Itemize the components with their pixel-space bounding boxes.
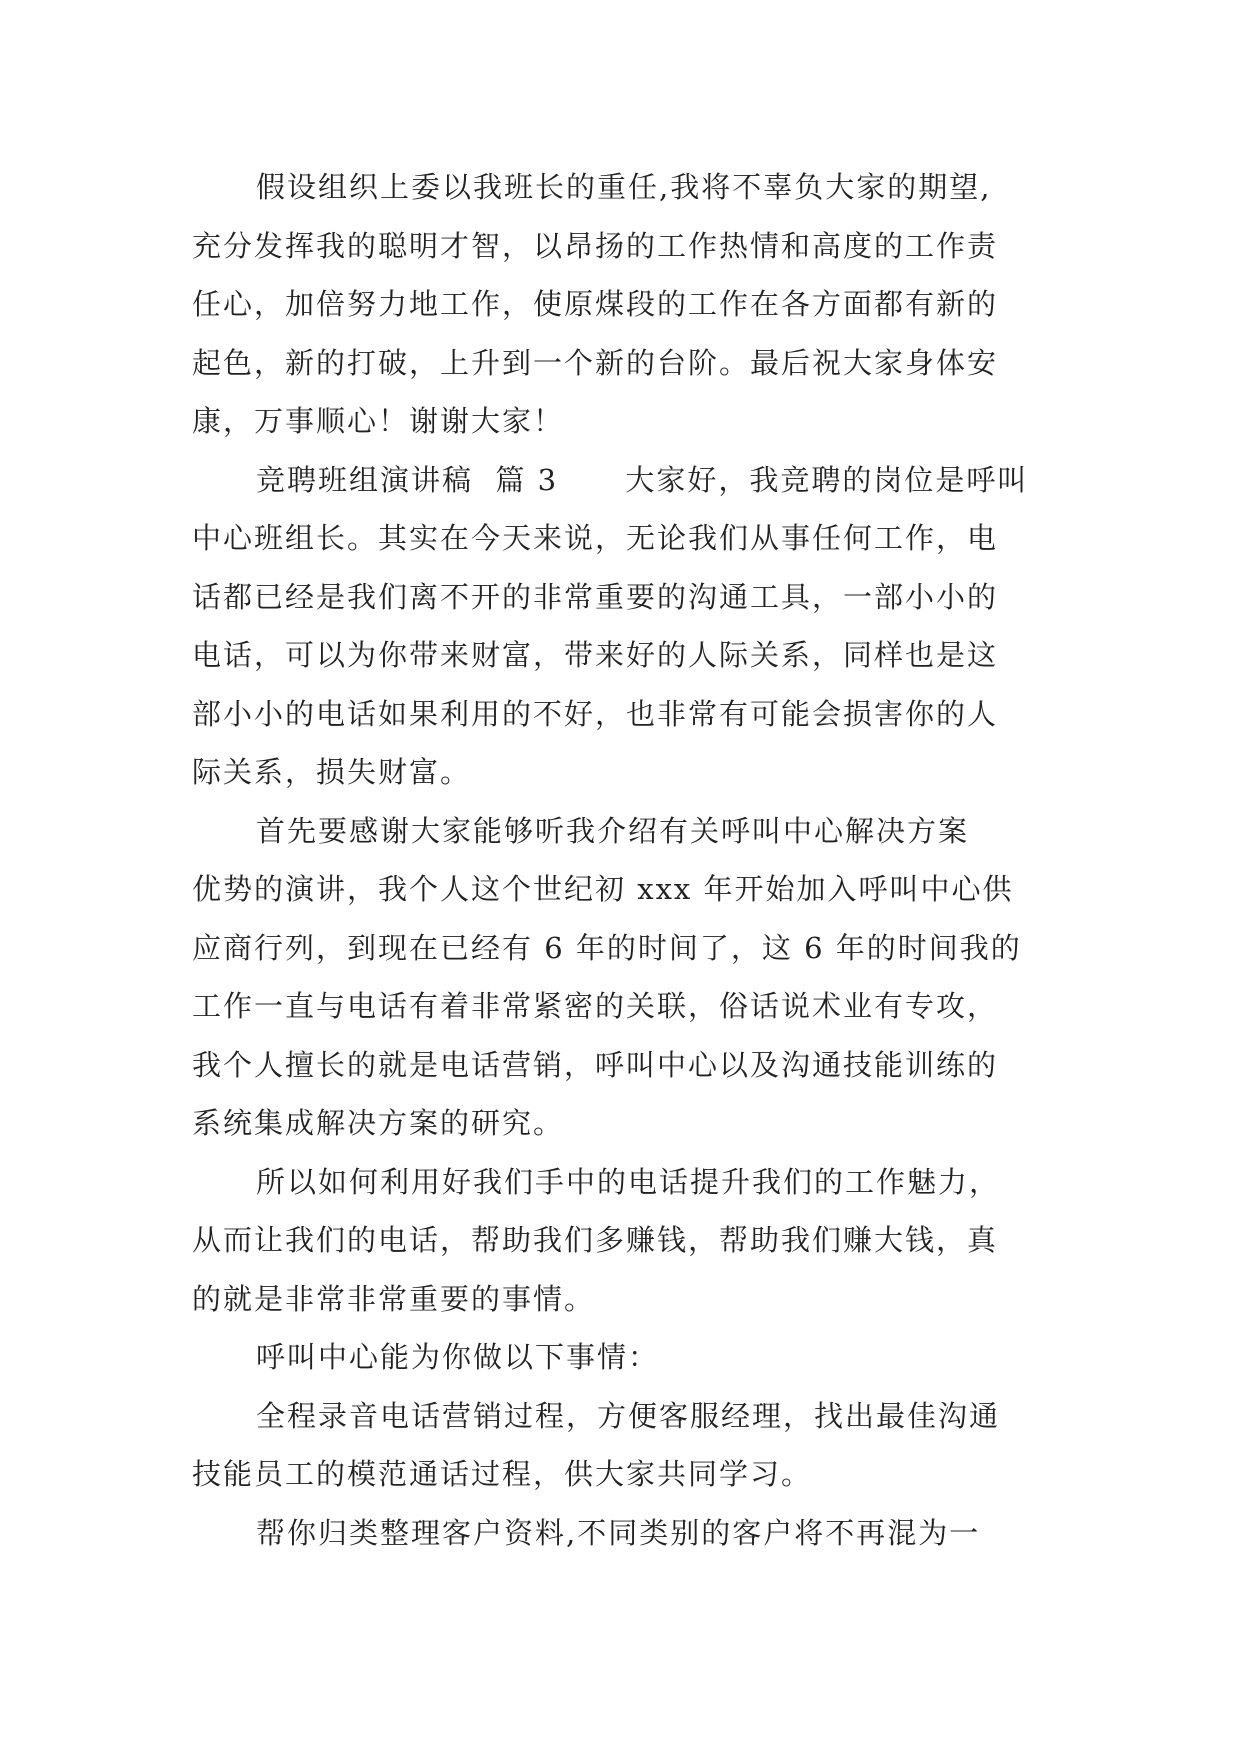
text-line: 全程录音电话营销过程，方便客服经理，找出最佳沟通 (256, 1398, 1001, 1433)
text-line: 充分发挥我的聪明才智，以昂扬的工作热情和高度的工作责 (192, 228, 999, 263)
text-line: 际关系，损失财富。 (192, 755, 472, 789)
text-line: 话都已经是我们离不开的非常重要的沟通工具，一部小小的 (192, 579, 999, 614)
text-line: 假设组织上委以我班长的重任,我将不辜负大家的期望, (256, 170, 992, 204)
text-line: 的就是非常非常重要的事情。 (192, 1281, 596, 1316)
text-line: 从而让我们的电话，帮助我们多赚钱，帮助我们赚大钱，真 (192, 1223, 999, 1257)
text-line: 任心，加倍努力地工作，使原煤段的工作在各方面都有新的 (192, 287, 999, 321)
text-line: 技能员工的模范通话过程，供大家共同学习。 (192, 1457, 813, 1491)
text-line: 竞聘班组演讲稿 篇 3 大家好，我竞聘的岗位是呼叫 (256, 462, 1029, 497)
text-line: 康，万事顺心！谢谢大家！ (192, 404, 565, 438)
text-line: 所以如何利用好我们手中的电话提升我们的工作魅力， (256, 1164, 1001, 1199)
text-line: 起色，新的打破，上升到一个新的台阶。最后祝大家身体安 (192, 345, 999, 380)
text-line: 系统集成解决方案的研究。 (192, 1106, 565, 1140)
document-body (192, 158, 1072, 1562)
text-line: 呼叫中心能为你做以下事情： (256, 1340, 660, 1374)
text-line: 优势的演讲，我个人这个世纪初 xxx 年开始加入呼叫中心供 (192, 872, 1014, 906)
text-line: 工作一直与电话有着非常紧密的关联，俗话说术业有专攻， (192, 989, 999, 1023)
text-line: 电话，可以为你带来财富，带来好的人际关系，同样也是这 (192, 638, 999, 672)
text-line: 中心班组长。其实在今天来说，无论我们从事任何工作，电 (192, 521, 999, 555)
text-line: 帮你归类整理客户资料,不同类别的客户将不再混为一 (256, 1515, 981, 1550)
text-line: 首先要感谢大家能够听我介绍有关呼叫中心解决方案 (256, 813, 970, 848)
text-line: 我个人擅长的就是电话营销，呼叫中心以及沟通技能训练的 (192, 1047, 999, 1082)
text-line: 部小小的电话如果利用的不好，也非常有可能会损害你的人 (192, 696, 999, 731)
text-line: 应商行列，到现在已经有 6 年的时间了，这 6 年的时间我的 (192, 930, 1022, 965)
